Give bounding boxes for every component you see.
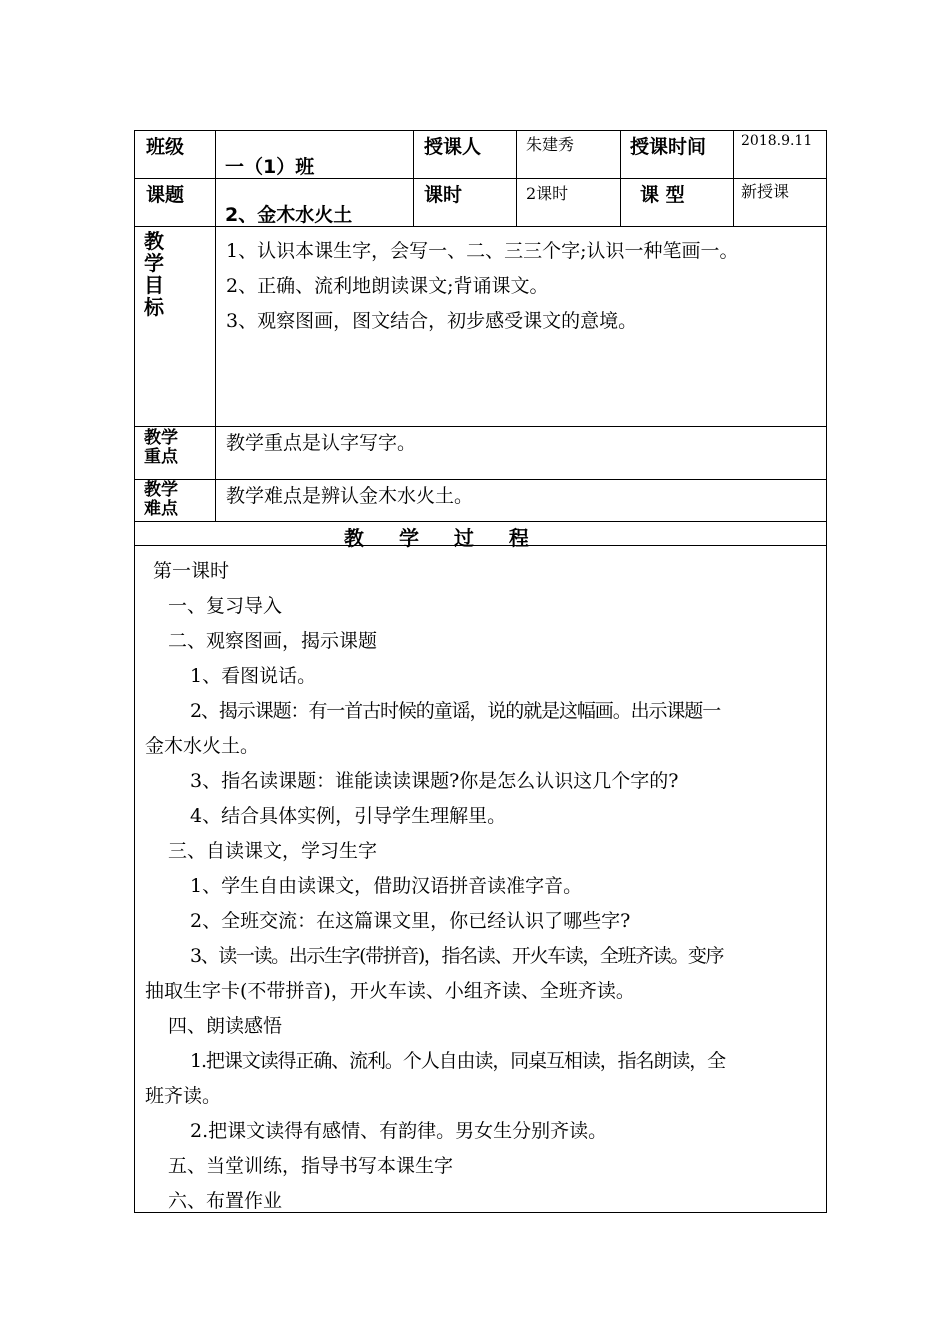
- objectives-label: 教 学 目 标: [144, 229, 164, 319]
- difficulty-text: 教学难点是辨认金木水火土。: [226, 485, 474, 507]
- col-line: [516, 130, 517, 226]
- row-line: [134, 426, 827, 427]
- col-line: [620, 130, 621, 226]
- process-line: 六、布置作业: [168, 1190, 283, 1212]
- hours-value: 2课时: [526, 184, 569, 203]
- class-label: 班级: [146, 136, 185, 158]
- process-line: 4、结合具体实例，引导学生理解里。: [190, 805, 507, 827]
- process-line: 金木水火土。: [145, 735, 260, 757]
- process-line: 1.把课文读得正确、流利。个人自由读，同桌互相读，指名朗读，全: [190, 1050, 726, 1072]
- table-border-right: [826, 130, 827, 1213]
- key-point-text: 教学重点是认字写字。: [226, 432, 417, 454]
- difficulty-label: 教学 难点: [144, 480, 178, 519]
- objective-item: 2、正确、流利地朗读课文;背诵课文。: [226, 275, 549, 297]
- process-line: 2、全班交流：在这篇课文里，你已经认识了哪些字?: [190, 910, 631, 932]
- process-line: 2、揭示课题：有一首古时候的童谣，说的就是这幅画。出示课题一: [190, 700, 721, 722]
- process-title: 教 学 过 程: [344, 526, 543, 550]
- teacher-value: 朱建秀: [526, 135, 575, 154]
- process-line: 2.把课文读得有感情、有韵律。男女生分别齐读。: [190, 1120, 608, 1142]
- process-line: 二、观察图画，揭示课题: [168, 630, 378, 652]
- process-line: 1、看图说话。: [190, 665, 317, 687]
- col-line: [215, 130, 216, 521]
- hours-label: 课时: [424, 184, 463, 206]
- process-line: 四、朗读感悟: [168, 1015, 283, 1037]
- process-line: 三、自读课文，学习生字: [168, 840, 378, 862]
- time-value: 2018.9.11: [741, 133, 813, 149]
- topic-label: 课题: [146, 184, 185, 206]
- process-line: 第一课时: [153, 560, 230, 582]
- key-point-label: 教学 重点: [144, 428, 178, 467]
- process-line: 3、读一读。出示生字(带拼音)，指名读、开火车读，全班齐读。变序: [190, 945, 724, 967]
- teacher-label: 授课人: [424, 136, 482, 158]
- process-line: 班齐读。: [145, 1085, 222, 1107]
- class-value: 一（1）班: [225, 156, 315, 178]
- process-line: 1、学生自由读课文，借助汉语拼音读准字音。: [190, 875, 583, 897]
- type-label: 课 型: [640, 184, 685, 206]
- process-line: 3、指名读课题：谁能读读课题?你是怎么认识这几个字的?: [190, 770, 679, 792]
- process-line: 一、复习导入: [168, 595, 283, 617]
- time-label: 授课时间: [630, 136, 707, 158]
- topic-value: 2、金木水火土: [225, 204, 353, 226]
- type-value: 新授课: [741, 182, 790, 201]
- process-line: 五、当堂训练，指导书写本课生字: [168, 1155, 454, 1177]
- col-line: [733, 130, 734, 226]
- table-border-left: [134, 130, 135, 1213]
- objective-item: 3、观察图画，图文结合，初步感受课文的意境。: [226, 310, 638, 332]
- col-line: [413, 130, 414, 226]
- process-line: 抽取生字卡(不带拼音)，开火车读、小组齐读、全班齐读。: [145, 980, 635, 1002]
- row-line: [134, 479, 827, 480]
- table-border-top: [134, 130, 827, 131]
- objective-item: 1、认识本课生字，会写一、二、三三个字;认识一种笔画一。: [226, 240, 739, 262]
